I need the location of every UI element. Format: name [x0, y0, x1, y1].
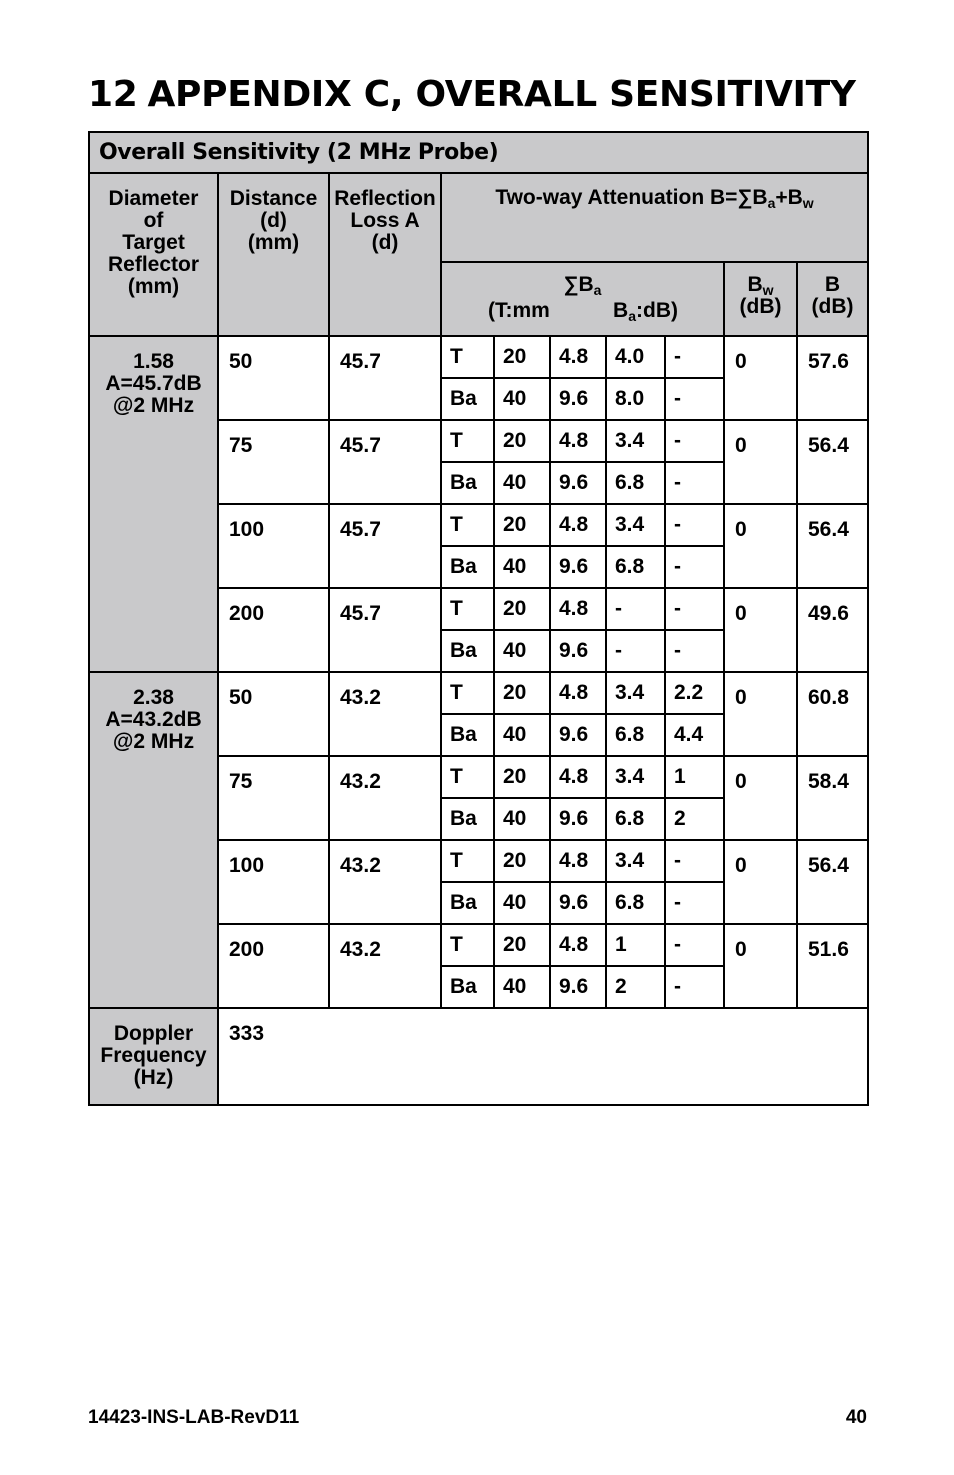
attenuation-cell: 3.4	[606, 756, 665, 798]
attenuation-cell: 40	[494, 882, 550, 924]
header-sum-ba: $\sum B_a$ (T:mm $B_a:dB$)	[441, 262, 724, 336]
attenuation-cell: 9.6	[550, 798, 606, 840]
attenuation-cell: 20	[494, 672, 550, 714]
attenuation-cell: 4.8	[550, 924, 606, 966]
attenuation-cell: 9.6	[550, 966, 606, 1008]
attenuation-cell: T	[441, 336, 494, 378]
attenuation-cell: 4.8	[550, 336, 606, 378]
b-cell: 56.4	[797, 420, 868, 504]
attenuation-cell: 6.8	[606, 714, 665, 756]
header-bw: $B_w$ (dB)	[724, 262, 797, 336]
target-reflector-line: @2 MHz	[112, 730, 195, 754]
b-cell: 58.4	[797, 756, 868, 840]
attenuation-cell: 4.4	[665, 714, 724, 756]
attenuation-cell: Ba	[441, 546, 494, 588]
attenuation-cell: Ba	[441, 882, 494, 924]
attenuation-cell: T	[441, 756, 494, 798]
reflection-loss-cell: 43.2	[329, 924, 441, 1008]
attenuation-cell: T	[441, 420, 494, 462]
attenuation-cell: Ba	[441, 798, 494, 840]
doppler-value-cell: 333	[218, 1008, 868, 1105]
b-cell: 57.6	[797, 336, 868, 420]
b-cell: 56.4	[797, 504, 868, 588]
reflection-loss-cell: 45.7	[329, 504, 441, 588]
target-reflector-line: A=45.7dB	[105, 372, 202, 396]
bw-cell: 0	[724, 672, 797, 756]
table-row	[89, 336, 868, 378]
attenuation-cell: -	[606, 630, 665, 672]
attenuation-cell: -	[665, 630, 724, 672]
attenuation-cell: -	[665, 966, 724, 1008]
header-diameter: Diameter of Target Reflector (mm)	[89, 173, 218, 336]
attenuation-cell: Ba	[441, 714, 494, 756]
target-reflector-line: @2 MHz	[112, 394, 195, 418]
attenuation-cell: T	[441, 504, 494, 546]
attenuation-cell: 3.4	[606, 504, 665, 546]
doppler-label-line: Doppler	[113, 1022, 194, 1045]
attenuation-cell: 6.8	[606, 882, 665, 924]
attenuation-cell: Ba	[441, 966, 494, 1008]
section-title: APPENDIX C, OVERALL SENSITIVITY	[147, 74, 856, 115]
reflection-loss-cell: 45.7	[329, 420, 441, 504]
bw-cell: 0	[724, 924, 797, 1008]
attenuation-cell: -	[665, 504, 724, 546]
attenuation-cell: -	[665, 378, 724, 420]
attenuation-cell: -	[665, 840, 724, 882]
attenuation-cell: 40	[494, 798, 550, 840]
bw-cell: 0	[724, 420, 797, 504]
distance-cell: 100	[218, 504, 329, 588]
target-reflector-cell	[89, 672, 218, 1008]
header-b: B (dB)	[797, 262, 868, 336]
attenuation-cell: 3.4	[606, 840, 665, 882]
attenuation-cell: 9.6	[550, 546, 606, 588]
attenuation-cell: 4.0	[606, 336, 665, 378]
attenuation-cell: -	[665, 588, 724, 630]
distance-cell: 75	[218, 756, 329, 840]
attenuation-cell: Ba	[441, 462, 494, 504]
attenuation-cell: 2	[665, 798, 724, 840]
doppler-row	[89, 1008, 868, 1105]
doppler-label-cell	[89, 1008, 218, 1105]
attenuation-cell: 40	[494, 378, 550, 420]
attenuation-cell: T	[441, 588, 494, 630]
header-distance: Distance (d) (mm)	[218, 173, 329, 336]
header-two-way-attenuation: Two-way Attenuation $B=\sum B_a+B_w$	[441, 173, 868, 262]
attenuation-cell: 2	[606, 966, 665, 1008]
attenuation-cell: 20	[494, 924, 550, 966]
attenuation-cell: 40	[494, 966, 550, 1008]
target-reflector-line: 1.58	[133, 350, 174, 373]
bw-cell: 0	[724, 756, 797, 840]
attenuation-cell: T	[441, 924, 494, 966]
attenuation-cell: 9.6	[550, 630, 606, 672]
doppler-label-line: (Hz)	[133, 1066, 174, 1090]
b-cell: 49.6	[797, 588, 868, 672]
reflection-loss-cell: 43.2	[329, 672, 441, 756]
attenuation-cell: 8.0	[606, 378, 665, 420]
distance-cell: 50	[218, 672, 329, 756]
reflection-loss-cell: 43.2	[329, 756, 441, 840]
distance-cell: 75	[218, 420, 329, 504]
bw-cell: 0	[724, 336, 797, 420]
attenuation-cell: 4.8	[550, 840, 606, 882]
sensitivity-table	[88, 131, 869, 1106]
attenuation-cell: -	[665, 462, 724, 504]
attenuation-cell: -	[665, 924, 724, 966]
table-caption: Overall Sensitivity (2 MHz Probe)	[89, 132, 868, 173]
distance-cell: 200	[218, 588, 329, 672]
distance-cell: 200	[218, 924, 329, 1008]
attenuation-cell: -	[665, 336, 724, 378]
target-reflector-line: 2.38	[133, 686, 174, 709]
attenuation-cell: -	[665, 546, 724, 588]
attenuation-cell: 20	[494, 756, 550, 798]
footer-document-id: 14423-INS-LAB-RevD11	[88, 1407, 300, 1428]
attenuation-cell: 3.4	[606, 672, 665, 714]
bw-cell: 0	[724, 504, 797, 588]
attenuation-cell: -	[665, 882, 724, 924]
attenuation-cell: -	[606, 588, 665, 630]
attenuation-cell: 9.6	[550, 378, 606, 420]
header-reflection-loss: Reflection Loss A (d)	[329, 173, 441, 336]
attenuation-cell: 4.8	[550, 672, 606, 714]
target-reflector-line: A=43.2dB	[105, 708, 202, 732]
attenuation-cell: 9.6	[550, 462, 606, 504]
attenuation-cell: 40	[494, 546, 550, 588]
distance-cell: 50	[218, 336, 329, 420]
attenuation-cell: 2.2	[665, 672, 724, 714]
attenuation-cell: 1	[665, 756, 724, 798]
attenuation-cell: 4.8	[550, 420, 606, 462]
b-cell: 56.4	[797, 840, 868, 924]
b-cell: 51.6	[797, 924, 868, 1008]
reflection-loss-cell: 45.7	[329, 336, 441, 420]
attenuation-cell: 9.6	[550, 714, 606, 756]
attenuation-cell: 4.8	[550, 588, 606, 630]
reflection-loss-cell: 43.2	[329, 840, 441, 924]
attenuation-cell: 6.8	[606, 798, 665, 840]
reflection-loss-cell: 45.7	[329, 588, 441, 672]
bw-cell: 0	[724, 840, 797, 924]
attenuation-cell: 20	[494, 420, 550, 462]
section-number: 12	[88, 74, 138, 115]
distance-cell: 100	[218, 840, 329, 924]
footer-page-number: 40	[845, 1407, 867, 1428]
attenuation-cell: 3.4	[606, 420, 665, 462]
page-title	[88, 74, 856, 115]
attenuation-cell: Ba	[441, 378, 494, 420]
attenuation-cell: 9.6	[550, 882, 606, 924]
attenuation-cell: 4.8	[550, 756, 606, 798]
attenuation-cell: 40	[494, 462, 550, 504]
attenuation-cell: 20	[494, 336, 550, 378]
attenuation-cell: 40	[494, 630, 550, 672]
table-row	[89, 672, 868, 714]
attenuation-cell: 1	[606, 924, 665, 966]
attenuation-cell: 20	[494, 504, 550, 546]
attenuation-cell: Ba	[441, 630, 494, 672]
attenuation-cell: T	[441, 840, 494, 882]
attenuation-cell: 6.8	[606, 462, 665, 504]
target-reflector-cell	[89, 336, 218, 672]
attenuation-cell: 20	[494, 840, 550, 882]
attenuation-cell: 20	[494, 588, 550, 630]
bw-cell: 0	[724, 588, 797, 672]
doppler-label-line: Frequency	[100, 1044, 207, 1068]
attenuation-cell: -	[665, 420, 724, 462]
attenuation-cell: 40	[494, 714, 550, 756]
attenuation-cell: 4.8	[550, 504, 606, 546]
attenuation-cell: 6.8	[606, 546, 665, 588]
attenuation-cell: T	[441, 672, 494, 714]
b-cell: 60.8	[797, 672, 868, 756]
